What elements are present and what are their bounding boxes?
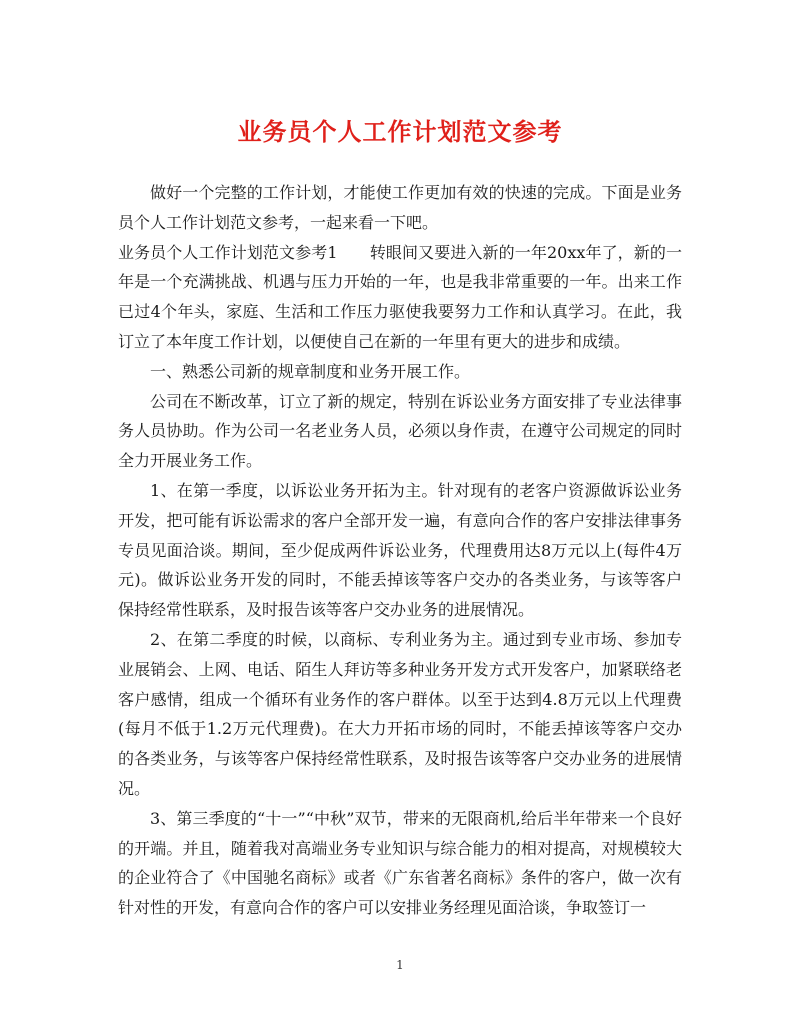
body-paragraph: 3、第三季度的“十一”“中秋”双节，带来的无限商机,给后半年带来一个良好的开端。并且，随着我对高端业务专业知识与综合能力的相对提高，对规模较大的企业符合了《中国驰名商标》或者《广东省著名商标》条件的客户，做一次有针对性的开发，有意向合作的客户可以安排业务经理见面洽谈，争取签订一: [118, 808, 682, 918]
body-paragraph: 公司在不断改革，订立了新的规定，特别在诉讼业务方面安排了专业法律事务人员协助。作为公司一名老业务人员，必须以身作责，在遵守公司规定的同时全力开展业务工作。: [118, 391, 682, 471]
body-paragraph: 业务员个人工作计划范文参考1 转眼间又要进入新的一年20xx年了，新的一年是一个充满挑战、机遇与压力开始的一年，也是我非常重要的一年。出来工作已过4个年头，家庭、生活和工作压力驱使我要努力工作和认真学习。在此，我订立了本年度工作计划，以便使自己在新的一年里有更大的进步和成绩。: [118, 242, 682, 351]
document-body: [118, 178, 682, 923]
body-paragraph: 1、在第一季度，以诉讼业务开拓为主。针对现有的老客户资源做诉讼业务开发，把可能有诉讼需求的客户全部开发一遍，有意向合作的客户安排法律事务专员见面洽谈。期间，至少促成两件诉讼业务，代理费用达8万元以上(每件4万元)。做诉讼业务开发的同时，不能丢掉该等客户交办的各类业务，与该等客户保持经常性联系，及时报告该等客户交办业务的进展情况。: [118, 480, 682, 620]
page-number: 1: [396, 958, 404, 972]
body-paragraph: 做好一个完整的工作计划，才能使工作更加有效的快速的完成。下面是业务员个人工作计划范文参考，一起来看一下吧。: [118, 183, 682, 232]
body-paragraph: 一、熟悉公司新的规章制度和业务开展工作。: [150, 361, 471, 381]
body-paragraph: 2、在第二季度的时候，以商标、专利业务为主。通过到专业市场、参加专业展销会、上网、电话、陌生人拜访等多种业务开发方式开发客户，加紧联络老客户感情，组成一个循环有业务作的客户群体。以至于达到4.8万元以上代理费(每月不低于1.2万元代理费)。在大力开拓市场的同时，不能丢掉该等客户交办的各类业务，与该等客户保持经常性联系，及时报告该等客户交办业务的进展情况。: [118, 629, 682, 798]
document-title: 业务员个人工作计划范文参考: [237, 117, 563, 146]
